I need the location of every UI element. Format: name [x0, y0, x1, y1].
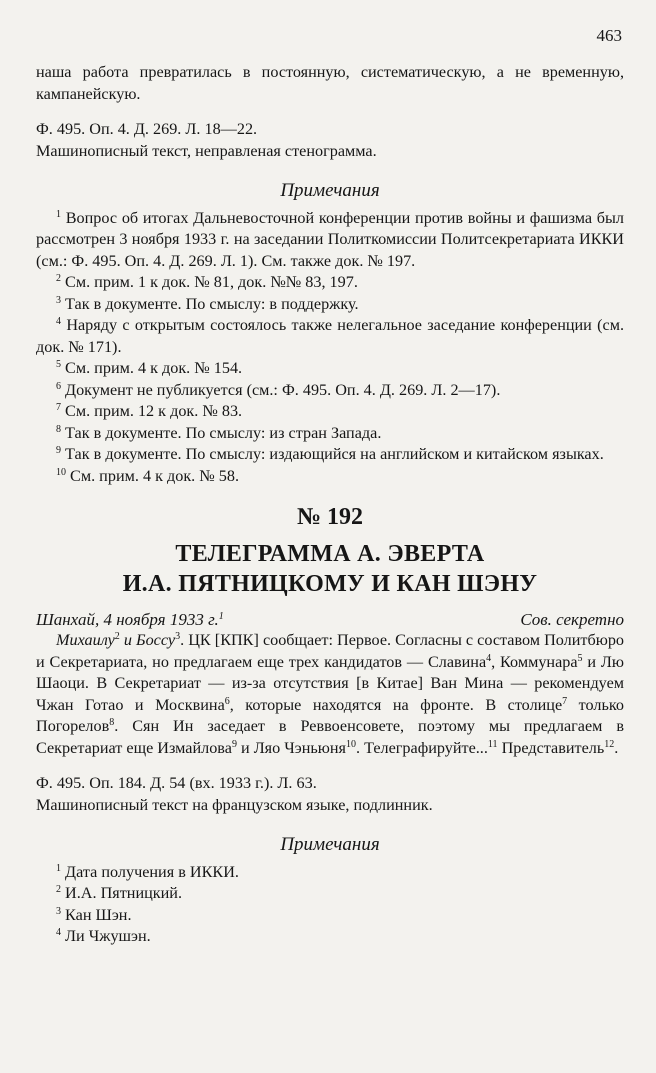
doc192-source-note: Машинописный текст на французском языке, подлинник.: [36, 795, 433, 814]
note-item: $^8$ Так в документе. По смыслу: из стран Запада.: [56, 423, 382, 442]
telegram-body: Михаилу$^2$ и Боссу$^3$. ЦК [КПК] сообщает: Первое. Согласны с составом Политбюро и Секретариата, но предлагаем еще трех кандидатов — Славина$^4$, Коммунара$^5$ и Лю Шаоци. В Секретариат — из-за отсутствия [в Китае] Ван Мина — рекомендуем Чжан Готао и Москвина$^6$, которые находятся на фронте. В столице$^7$ только Погорелов$^8$. Сян Ин заседает в Реввоенсовете, поэтому мы предлагаем в Секретариат еще Измайлова$^9$ и Ляо Чэньюня$^{10}$. Телеграфируйте...$^{11}$ Представитель$^{12}$.: [36, 631, 625, 757]
note-item: $^4$ Ли Чжушэн.: [56, 927, 151, 945]
page-number: 463: [596, 26, 622, 45]
notes-list-1: [36, 208, 624, 488]
note-item: $^7$ См. прим. 12 к док. № 83.: [56, 402, 243, 420]
note-item: $^{10}$ См. прим. 4 к док. № 58.: [56, 466, 240, 485]
note-item: $^3$ Так в документе. По смыслу: в поддержку.: [56, 294, 359, 313]
notes-list-2: [36, 862, 624, 948]
note-item: $^6$ Документ не публикуется (см.: Ф. 495. Оп. 4. Д. 269. Л. 2—17).: [56, 380, 501, 399]
doc191-source-note: Машинописный текст, неправленая стенограмма.: [36, 141, 377, 160]
note-item: $^1$ Дата получения в ИККИ.: [56, 862, 239, 881]
document-title-line-1: ТЕЛЕГРАММА А. ЭВЕРТА: [175, 540, 485, 567]
note-item: $^3$ Кан Шэн.: [56, 905, 132, 924]
doc191-archive-ref: Ф. 495. Оп. 4. Д. 269. Л. 18—22.: [36, 120, 258, 138]
note-item: $^9$ Так в документе. По смыслу: издающийся на английском и китайском языках.: [56, 445, 604, 463]
document-number: № 192: [296, 504, 364, 530]
place-date-line: [36, 609, 624, 631]
doc192-archive-ref: Ф. 495. Оп. 184. Д. 54 (вх. 1933 г.). Л. 63.: [36, 774, 317, 792]
note-item: $^2$ И.А. Пятницкий.: [56, 884, 183, 902]
note-item: $^4$ Наряду с открытым состоялось также нелегальное заседание конференции (см. док. № 171).: [36, 316, 625, 356]
note-item: $^1$ Вопрос об итогах Дальневосточной конференции против войны и фашизма был рассмотрен 3 ноября 1933 г. на заседании Политкомиссии Политсекретариата ИККИ (см.: Ф. 495. Оп. 4. Д. 269. Л. 1). См. также док. № 197.: [36, 208, 624, 270]
place-date: Шанхай, 4 ноября 1933 г.$^1$: [36, 609, 224, 629]
note-item: $^2$ См. прим. 1 к док. № 81, док. №№ 83, 197.: [56, 273, 358, 291]
page-content: [36, 62, 624, 948]
notes-heading-2: Примечания: [280, 834, 380, 855]
note-item: $^5$ См. прим. 4 к док. № 154.: [56, 359, 243, 377]
intro-paragraph: наша работа превратилась в постоянную, систематическую, а не временную, кампанейскую.: [36, 63, 624, 103]
notes-heading-1: Примечания: [280, 180, 380, 201]
document-title-line-2: И.А. ПЯТНИЦКОМУ И КАН ШЭНУ: [122, 570, 538, 597]
classification-mark: Сов. секретно: [520, 609, 624, 629]
